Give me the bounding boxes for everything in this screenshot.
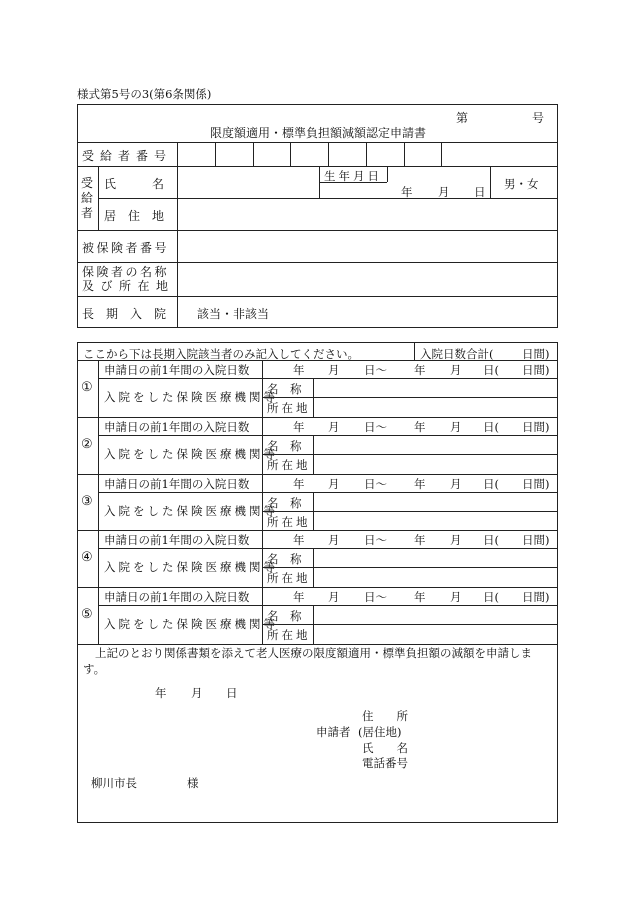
address-label: 住 所 <box>362 709 408 723</box>
to-day: 日( <box>483 590 499 605</box>
recipient-vertical-label: 受 給 者 <box>81 176 94 220</box>
birth-day-label: 日 <box>474 185 486 199</box>
block-divider <box>98 492 558 493</box>
from-year: 年 <box>293 533 305 548</box>
block-number: ① <box>81 380 93 395</box>
block-divider <box>262 454 558 455</box>
from-year: 年 <box>293 476 305 491</box>
number-dai: 第 <box>456 111 469 125</box>
date-day: 日 <box>226 686 238 700</box>
from-day: 日〜 <box>364 363 387 377</box>
to-month: 月 <box>450 476 462 491</box>
days-unit: 日間) <box>522 533 550 548</box>
block-divider <box>262 511 558 512</box>
date-year: 年 <box>155 686 167 700</box>
from-month: 月 <box>328 363 340 377</box>
recipient-number-label: 受給者番号 <box>82 149 173 163</box>
days-label: 申請日の前1年間の入院日数 <box>104 590 250 605</box>
block-divider <box>77 474 558 475</box>
inst-name-label: 名 称 <box>267 382 302 396</box>
days-unit: 日間) <box>522 476 550 491</box>
block-divider <box>98 587 99 644</box>
to-year: 年 <box>414 363 426 377</box>
birth-year-label: 年 <box>401 185 413 199</box>
inst-name-label: 名 称 <box>267 438 302 453</box>
institution-label: 入院をした保険医療機関等 <box>104 390 278 404</box>
birth-month-label: 月 <box>438 185 450 199</box>
residence-paren: (居住地) <box>358 725 402 739</box>
block-divider <box>98 417 99 474</box>
from-day: 日〜 <box>364 533 387 548</box>
addressee-sama: 様 <box>187 776 199 790</box>
block-divider <box>98 548 558 549</box>
block-number: ④ <box>81 550 93 566</box>
days-unit: 日間) <box>522 590 550 605</box>
to-year: 年 <box>414 419 426 434</box>
inst-address-label: 所在地 <box>267 514 311 529</box>
number-go: 号 <box>532 111 545 125</box>
total-days-unit: 日間) <box>522 347 550 361</box>
from-month: 月 <box>328 533 340 548</box>
declaration-line2: す。 <box>83 662 106 676</box>
to-month: 月 <box>450 419 462 434</box>
days-unit: 日間) <box>522 419 550 434</box>
block-divider <box>262 567 558 568</box>
from-month: 月 <box>328 419 340 434</box>
institution-label: 入院をした保険医療機関等 <box>104 560 278 575</box>
long-stay-note: ここから下は長期入院該当者のみ記入してください。 <box>83 347 359 361</box>
block-divider <box>77 587 558 588</box>
form-id: 様式第5号の3(第6条関係) <box>77 87 212 101</box>
block-number: ⑤ <box>81 607 93 623</box>
insurer-label: 保険者の名称 及び所在地 <box>82 265 175 293</box>
from-day: 日〜 <box>364 590 387 605</box>
long-stay-table <box>77 342 558 823</box>
institution-label: 入院をした保険医療機関等 <box>104 503 278 518</box>
days-label: 申請日の前1年間の入院日数 <box>104 363 250 377</box>
inst-name-label: 名 称 <box>267 495 302 510</box>
to-year: 年 <box>414 590 426 605</box>
from-month: 月 <box>328 476 340 491</box>
addressee: 柳川市長 <box>91 776 137 790</box>
days-unit: 日間) <box>522 363 550 377</box>
block-divider <box>98 378 558 379</box>
block-number: ② <box>81 436 93 452</box>
inst-name-label: 名 称 <box>267 552 302 567</box>
residence-label: 居 住 地 <box>104 209 165 223</box>
inst-address-label: 所在地 <box>267 401 311 415</box>
declaration-line1: 上記のとおり関係書類を添えて老人医療の限度額適用・標準負担額の減額を申請しま <box>95 646 532 660</box>
to-day: 日( <box>483 476 499 491</box>
block-divider <box>77 530 558 531</box>
from-year: 年 <box>293 419 305 434</box>
block-divider <box>98 474 99 531</box>
block-number: ③ <box>81 493 93 509</box>
to-day: 日( <box>483 363 499 377</box>
applicant-name-label: 氏 名 <box>362 741 408 755</box>
block-divider <box>77 417 558 418</box>
to-year: 年 <box>414 533 426 548</box>
to-day: 日( <box>483 533 499 548</box>
long-stay-label: 長 期 入 院 <box>82 307 167 321</box>
block-divider <box>98 530 99 587</box>
inst-name-label: 名 称 <box>267 609 302 624</box>
inst-address-label: 所在地 <box>267 571 311 586</box>
institution-label: 入院をした保険医療機関等 <box>104 446 278 461</box>
to-month: 月 <box>450 533 462 548</box>
days-label: 申請日の前1年間の入院日数 <box>104 419 250 434</box>
block-divider <box>262 397 558 398</box>
to-month: 月 <box>450 363 462 377</box>
from-year: 年 <box>293 363 305 377</box>
date-month: 月 <box>191 686 203 700</box>
days-label: 申請日の前1年間の入院日数 <box>104 533 250 548</box>
birthdate-label: 生年月日 <box>324 169 382 183</box>
from-day: 日〜 <box>364 419 387 434</box>
block-divider <box>98 360 99 417</box>
insured-number-label: 被保険者番号 <box>82 241 170 255</box>
phone-label: 電話番号 <box>362 756 408 770</box>
applicant-label: 申請者 <box>316 725 351 739</box>
from-year: 年 <box>293 590 305 605</box>
days-label: 申請日の前1年間の入院日数 <box>104 476 250 491</box>
block-divider <box>262 624 558 625</box>
sex-label: 男・女 <box>504 177 539 191</box>
total-days-label: 入院日数合計( <box>420 347 494 361</box>
institution-label: 入院をした保険医療機関等 <box>104 617 278 632</box>
form-title: 限度額適用・標準負担額減額認定申請書 <box>210 126 427 140</box>
to-month: 月 <box>450 590 462 605</box>
block-divider <box>98 605 558 606</box>
from-day: 日〜 <box>364 476 387 491</box>
name-label: 氏 名 <box>104 177 165 191</box>
to-year: 年 <box>414 476 426 491</box>
inst-address-label: 所在地 <box>267 628 311 643</box>
long-stay-value: 該当・非該当 <box>197 307 270 321</box>
from-month: 月 <box>328 590 340 605</box>
block-divider <box>98 435 558 436</box>
to-day: 日( <box>483 419 499 434</box>
inst-address-label: 所在地 <box>267 457 311 472</box>
